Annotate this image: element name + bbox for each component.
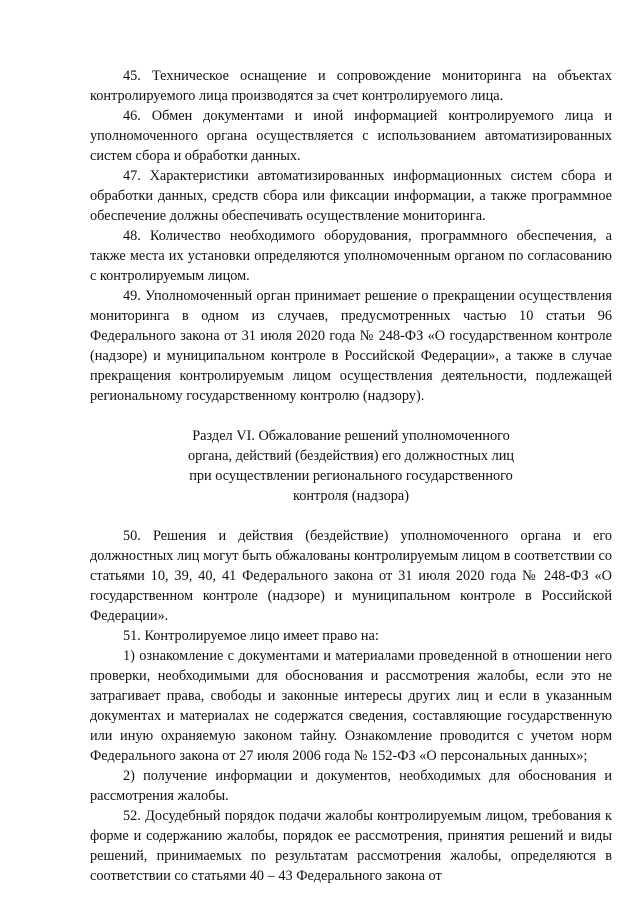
paragraph-51: 51. Контролируемое лицо имеет право на: (123, 628, 379, 644)
section-heading-line-2: органа, действий (бездействия) его должностных лиц (187, 448, 515, 464)
paragraph-47: 47. Характеристики автоматизированных информационных систем сбора и обработки данных, средств сбора или фиксации информации, а также программное обеспечение должны обеспечивать осуществление мониторинга. (90, 168, 612, 224)
paragraph-51-item-1: 1) ознакомление с документами и материалами проведенной в отношении него проверки, необходимыми для обоснования и рассмотрения жалобы, если это не затрагивает права, свободы и законные интересы других лиц и если в указанным документах и материалах не содержатся сведения, составляющие государственную или иную охраняемую законом тайну. Ознакомление проводится с учетом норм Федерального закона от 27 июля 2006 года № 152-ФЗ «О персональных данных»; (90, 648, 612, 764)
section-heading-line-3: при осуществлении регионального государственного (189, 468, 513, 484)
paragraph-51-item-2: 2) получение информации и документов, необходимых для обоснования и рассмотрения жалобы. (90, 768, 612, 804)
paragraph-45: 45. Техническое оснащение и сопровождение мониторинга на объектах контролируемого лица производятся за счет контролируемого лица. (90, 68, 612, 104)
paragraph-48: 48. Количество необходимого оборудования, программного обеспечения, а также места их установки определяются уполномоченным органом по согласованию с контролируемым лицом. (90, 228, 612, 284)
section-heading-line-1: Раздел VI. Обжалование решений уполномоченного (192, 428, 510, 444)
section-heading (90, 426, 612, 506)
document-page (90, 66, 612, 886)
paragraph-52: 52. Досудебный порядок подачи жалобы контролируемым лицом, требования к форме и содержанию жалобы, порядок ее рассмотрения, принятия решений и виды решений, принимаемых по результатам рассмотрения жалобы, определяются в соответствии со статьями 40 – 43 Федерального закона от (90, 808, 612, 884)
section-heading-line-4: контроля (надзора) (292, 488, 409, 504)
paragraph-50: 50. Решения и действия (бездействие) уполномоченного органа и его должностных лиц могут быть обжалованы контролируемым лицом в соответствии со статьями 10, 39, 40, 41 Федерального закона от 31 июля 2020 года № 248-ФЗ «О государственном контроле (надзоре) и муниципальном контроле в Российской Федерации». (90, 528, 612, 624)
paragraph-46: 46. Обмен документами и иной информацией контролируемого лица и уполномоченного органа осуществляется с использованием автоматизированных систем сбора и обработки данных. (90, 108, 612, 164)
paragraph-49: 49. Уполномоченный орган принимает решение о прекращении осуществления мониторинга в одном из случаев, предусмотренных частью 10 статьи 96 Федерального закона от 31 июля 2020 года № 248-ФЗ «О государственном контроле (надзоре) и муниципальном контроле в Российской Федерации», а также в случае прекращения контролируемым лицом осуществления деятельности, подлежащей региональному государственному контролю (надзору). (90, 288, 612, 404)
